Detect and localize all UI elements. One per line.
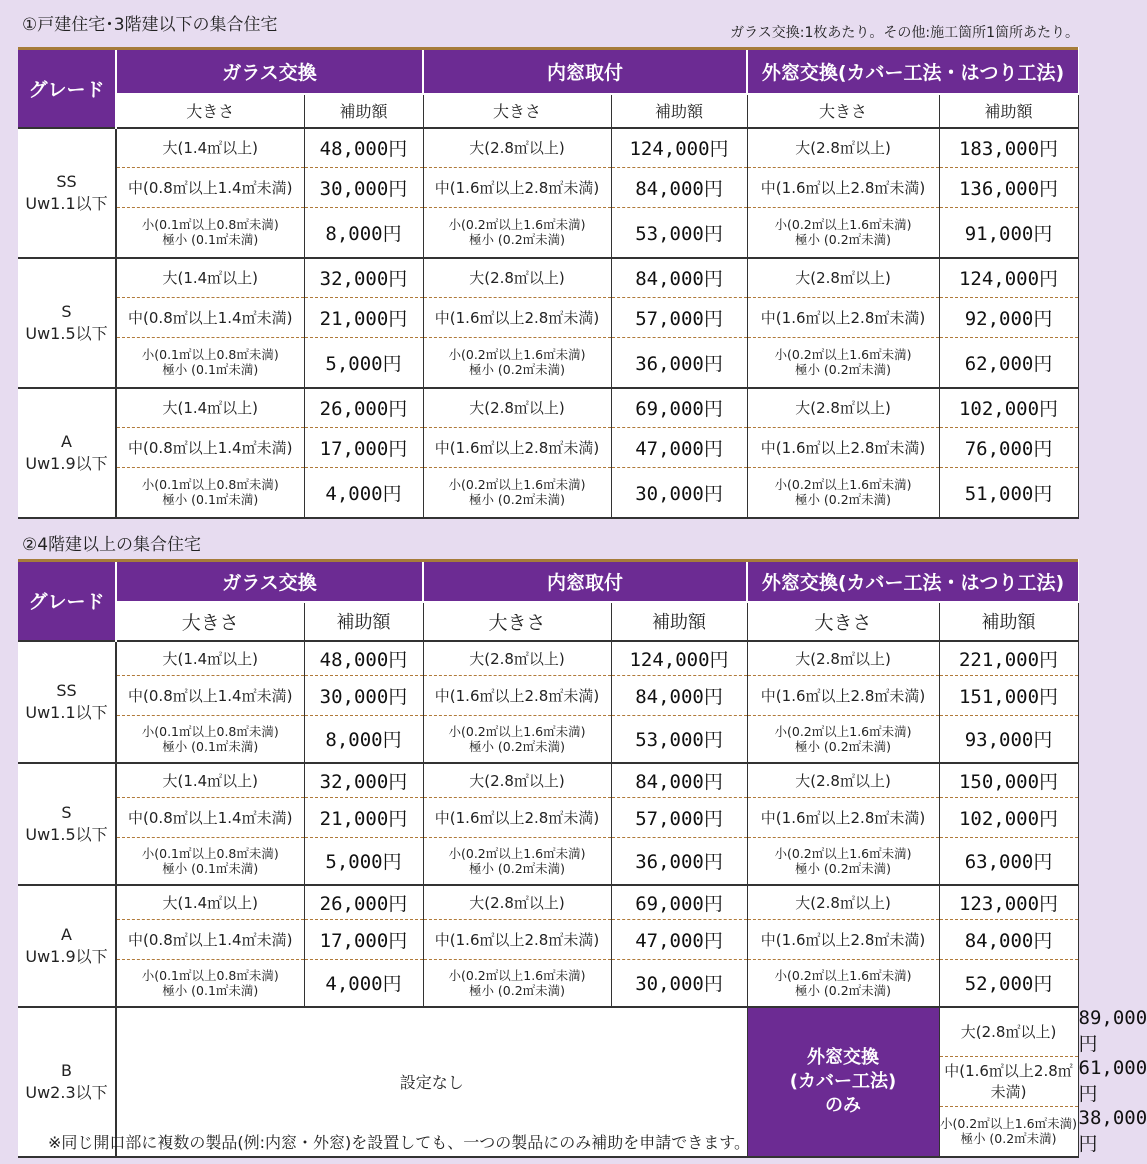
size-cell [747, 208, 939, 258]
amount-cell: 150,000円 [939, 763, 1078, 798]
grade-uw-value: Uw1.1以下 [25, 193, 108, 213]
size-cell: 大(1.4㎡以上) [116, 763, 304, 798]
amount-cell: 26,000円 [304, 885, 423, 920]
size-header: 大きさ [423, 602, 611, 641]
size-label-sub: 極小 (0.2㎡未満) [468, 982, 566, 998]
amount-cell: 4,000円 [304, 960, 423, 1007]
size-cell [939, 1106, 1078, 1157]
size-cell [423, 716, 611, 763]
amount-cell: 8,000円 [304, 208, 423, 258]
size-label: 小(0.2㎡以上1.6㎡未満) [774, 967, 912, 983]
size-cell: 中(0.8㎡以上1.4㎡未満) [116, 798, 304, 838]
section2-title: ②4階建以上の集合住宅 [22, 535, 202, 555]
size-label-sub: 極小 (0.2㎡未満) [794, 982, 892, 998]
amount-cell: 84,000円 [939, 920, 1078, 960]
size-label-sub: 極小 (0.2㎡未満) [468, 362, 566, 378]
size-cell: 大(2.8㎡以上) [747, 258, 939, 298]
size-cell: 大(1.4㎡以上) [116, 641, 304, 676]
size-label-sub: 極小 (0.2㎡未満) [794, 492, 892, 508]
amount-cell: 57,000円 [611, 298, 747, 338]
amount-cell: 53,000円 [611, 208, 747, 258]
size-cell [116, 338, 304, 388]
amount-cell: 47,000円 [611, 920, 747, 960]
grade-uw-value: Uw1.1以下 [25, 702, 108, 722]
size-label-sub: 極小 (0.1㎡未満) [162, 362, 259, 378]
glass-exchange-header: ガラス交換 [116, 561, 423, 602]
amount-cell: 32,000円 [304, 258, 423, 298]
table-row [18, 838, 1078, 885]
size-label-sub: 極小 (0.1㎡未満) [162, 738, 259, 754]
table-row [18, 641, 1078, 676]
size-cell: 中(1.6㎡以上2.8㎡未満) [747, 428, 939, 468]
size-cell: 大(2.8㎡以上) [747, 885, 939, 920]
glass-exchange-header: ガラス交換 [116, 49, 423, 94]
amount-cell: 69,000円 [611, 885, 747, 920]
size-label: 小(0.2㎡以上1.6㎡未満) [448, 217, 586, 233]
size-label: 小(0.2㎡以上1.6㎡未満) [448, 967, 586, 983]
amount-cell: 124,000円 [611, 641, 747, 676]
size-label: 小(0.2㎡以上1.6㎡未満) [774, 723, 912, 739]
subsidy-table-2 [18, 559, 1147, 1158]
size-cell [423, 960, 611, 1007]
size-cell: 大(2.8㎡以上) [747, 763, 939, 798]
amount-cell: 84,000円 [611, 676, 747, 716]
size-cell: 大(2.8㎡以上) [423, 885, 611, 920]
size-label-sub: 極小 (0.1㎡未満) [162, 860, 259, 876]
size-label: 小(0.1㎡以上0.8㎡未満) [141, 217, 279, 233]
grade-cell [18, 128, 116, 258]
amount-cell: 30,000円 [611, 468, 747, 518]
size-label-sub: 極小 (0.1㎡未満) [162, 492, 259, 508]
amount-cell: 21,000円 [304, 798, 423, 838]
amount-cell: 48,000円 [304, 641, 423, 676]
size-cell: 大(1.4㎡以上) [116, 258, 304, 298]
size-label: 小(0.2㎡以上1.6㎡未満) [774, 477, 912, 493]
table-row [18, 885, 1078, 920]
section1-title: ①戸建住宅･3階建以下の集合住宅 [22, 15, 278, 35]
grade-name: S [61, 301, 72, 321]
amount-cell: 84,000円 [611, 763, 747, 798]
size-cell: 大(2.8㎡以上) [939, 1007, 1078, 1057]
inner-window-header: 内窓取付 [423, 561, 747, 602]
amount-cell: 53,000円 [611, 716, 747, 763]
size-label-sub: 極小 (0.2㎡未満) [468, 232, 566, 248]
size-cell [423, 338, 611, 388]
size-cell: 中(1.6㎡以上2.8㎡未満) [423, 798, 611, 838]
amount-header: 補助額 [611, 94, 747, 128]
size-cell: 中(1.6㎡以上2.8㎡未満) [747, 798, 939, 838]
size-label: 小(0.2㎡以上1.6㎡未満) [774, 347, 912, 363]
size-cell [423, 468, 611, 518]
cover-label-line: 外窓交換 [807, 1046, 880, 1068]
amount-cell: 17,000円 [304, 920, 423, 960]
amount-cell: 102,000円 [939, 388, 1078, 428]
size-cell [747, 838, 939, 885]
size-cell: 大(1.4㎡以上) [116, 128, 304, 168]
amount-header: 補助額 [304, 94, 423, 128]
size-cell [747, 338, 939, 388]
table-row [18, 920, 1078, 960]
size-cell: 中(0.8㎡以上1.4㎡未満) [116, 168, 304, 208]
size-cell: 大(2.8㎡以上) [423, 763, 611, 798]
table-row [18, 798, 1078, 838]
size-cell: 中(1.6㎡以上2.8㎡未満) [747, 168, 939, 208]
size-cell [116, 960, 304, 1007]
size-cell: 中(1.6㎡以上2.8㎡未満) [423, 920, 611, 960]
size-cell [116, 208, 304, 258]
size-cell [116, 716, 304, 763]
size-label-sub: 極小 (0.1㎡未満) [162, 232, 259, 248]
size-label: 小(0.1㎡以上0.8㎡未満) [141, 477, 279, 493]
size-label-sub: 極小 (0.2㎡未満) [468, 492, 566, 508]
size-cell: 中(0.8㎡以上1.4㎡未満) [116, 920, 304, 960]
grade-uw-value: Uw1.9以下 [25, 453, 108, 473]
grade-name: A [61, 924, 72, 944]
size-label-sub: 極小 (0.2㎡未満) [468, 738, 566, 754]
size-label-sub: 極小 (0.2㎡未満) [794, 738, 892, 754]
table-row [18, 763, 1078, 798]
amount-cell: 47,000円 [611, 428, 747, 468]
amount-cell: 51,000円 [939, 468, 1078, 518]
grade-uw-value: Uw1.5以下 [25, 824, 108, 844]
amount-cell: 52,000円 [939, 960, 1078, 1007]
size-cell [747, 960, 939, 1007]
size-cell: 中(0.8㎡以上1.4㎡未満) [116, 428, 304, 468]
size-label: 小(0.2㎡以上1.6㎡未満) [448, 477, 586, 493]
size-label-sub: 極小 (0.1㎡未満) [162, 982, 259, 998]
unit-note: ガラス交換:1枚あたり。その他:施工箇所1箇所あたり。 [730, 25, 1079, 41]
size-cell [423, 838, 611, 885]
amount-cell: 124,000円 [611, 128, 747, 168]
amount-cell: 91,000円 [939, 208, 1078, 258]
amount-cell: 17,000円 [304, 428, 423, 468]
size-label-sub: 極小 (0.2㎡未満) [468, 860, 566, 876]
size-cell: 中(1.6㎡以上2.8㎡未満) [747, 298, 939, 338]
table-row [18, 388, 1078, 428]
size-header: 大きさ [423, 94, 611, 128]
amount-cell: 4,000円 [304, 468, 423, 518]
table-row [18, 676, 1078, 716]
grade-cell [18, 641, 116, 763]
amount-cell: 102,000円 [939, 798, 1078, 838]
size-label: 小(0.1㎡以上0.8㎡未満) [141, 347, 279, 363]
size-cell: 大(2.8㎡以上) [423, 641, 611, 676]
amount-cell: 5,000円 [304, 338, 423, 388]
grade-name: B [61, 1060, 72, 1080]
size-cell: 中(1.6㎡以上2.8㎡未満) [423, 428, 611, 468]
size-cell [423, 208, 611, 258]
table-row [18, 960, 1078, 1007]
amount-cell: 183,000円 [939, 128, 1078, 168]
size-cell [747, 716, 939, 763]
size-label-sub: 極小 (0.2㎡未満) [794, 860, 892, 876]
amount-cell: 69,000円 [611, 388, 747, 428]
amount-cell: 5,000円 [304, 838, 423, 885]
amount-cell: 151,000円 [939, 676, 1078, 716]
amount-cell: 76,000円 [939, 428, 1078, 468]
amount-cell: 123,000円 [939, 885, 1078, 920]
table-row [18, 258, 1078, 298]
cover-method-only-label [747, 1007, 939, 1157]
amount-header: 補助額 [611, 602, 747, 641]
table-row [18, 168, 1078, 208]
grade-name: SS [56, 680, 77, 700]
size-cell: 大(2.8㎡以上) [747, 641, 939, 676]
amount-cell: 62,000円 [939, 338, 1078, 388]
amount-header: 補助額 [939, 602, 1078, 641]
table-row: 中(1.6㎡以上2.8㎡未満) 61,000円 [18, 1056, 1078, 1106]
amount-cell: 136,000円 [939, 168, 1078, 208]
size-label: 小(0.2㎡以上1.6㎡未満) [774, 217, 912, 233]
size-cell: 中(1.6㎡以上2.8㎡未満) [939, 1056, 1078, 1106]
grade-cell [18, 763, 116, 885]
amount-cell: 30,000円 [304, 676, 423, 716]
amount-cell: 21,000円 [304, 298, 423, 338]
amount-cell: 48,000円 [304, 128, 423, 168]
footer-note: ※同じ開口部に複数の製品(例:内窓・外窓)を設置しても、一つの製品にのみ補助を申請できます。 [48, 1133, 751, 1152]
table-row: 小(0.2㎡以上1.6㎡未満) 極小 (0.2㎡未満) 38,000円 [940, 1106, 1147, 1155]
grade-header: グレード [18, 49, 116, 128]
size-header: 大きさ [116, 602, 304, 641]
size-label-sub: 極小 (0.2㎡未満) [794, 232, 892, 248]
size-cell: 大(2.8㎡以上) [747, 128, 939, 168]
size-header: 大きさ [747, 94, 939, 128]
size-label: 小(0.2㎡以上1.6㎡未満) [448, 723, 586, 739]
not-set-cell: 設定なし [116, 1007, 747, 1157]
size-cell: 中(1.6㎡以上2.8㎡未満) [423, 676, 611, 716]
table-row [18, 716, 1078, 763]
size-cell: 大(2.8㎡以上) [747, 388, 939, 428]
amount-cell: 26,000円 [304, 388, 423, 428]
size-cell: 大(2.8㎡以上) [423, 258, 611, 298]
amount-cell: 8,000円 [304, 716, 423, 763]
grade-cell [18, 258, 116, 388]
table-row [18, 428, 1078, 468]
size-label-sub: 極小 (0.2㎡未満) [794, 362, 892, 378]
size-label: 小(0.2㎡以上1.6㎡未満) [774, 845, 912, 861]
grade-uw-value: Uw2.3以下 [25, 1082, 108, 1102]
amount-cell: 57,000円 [611, 798, 747, 838]
table-row [18, 338, 1078, 388]
size-label-sub: 極小 (0.2㎡未満) [960, 1131, 1057, 1146]
table-row [18, 298, 1078, 338]
size-cell: 大(1.4㎡以上) [116, 885, 304, 920]
size-label: 小(0.1㎡以上0.8㎡未満) [141, 967, 279, 983]
amount-cell: 84,000円 [611, 168, 747, 208]
grade-uw-value: Uw1.9以下 [25, 946, 108, 966]
amount-cell: 30,000円 [611, 960, 747, 1007]
size-header: 大きさ [747, 602, 939, 641]
size-cell: 中(1.6㎡以上2.8㎡未満) [423, 298, 611, 338]
size-cell: 大(2.8㎡以上) [423, 388, 611, 428]
size-header: 大きさ [116, 94, 304, 128]
size-label: 小(0.2㎡以上1.6㎡未満) [940, 1116, 1078, 1131]
grade-name: S [61, 802, 72, 822]
amount-cell: 221,000円 [939, 641, 1078, 676]
amount-cell: 30,000円 [304, 168, 423, 208]
amount-cell: 36,000円 [611, 338, 747, 388]
grade-name: SS [56, 171, 77, 191]
size-cell [116, 838, 304, 885]
amount-cell: 36,000円 [611, 838, 747, 885]
outer-window-header: 外窓交換(カバー工法・はつり工法) [747, 561, 1078, 602]
amount-header: 補助額 [304, 602, 423, 641]
size-label: 小(0.1㎡以上0.8㎡未満) [141, 845, 279, 861]
grade-cell [18, 388, 116, 518]
size-label: 小(0.1㎡以上0.8㎡未満) [141, 723, 279, 739]
amount-cell: 93,000円 [939, 716, 1078, 763]
outer-window-header: 外窓交換(カバー工法・はつり工法) [747, 49, 1078, 94]
size-cell: 大(1.4㎡以上) [116, 388, 304, 428]
subsidy-table-1 [18, 47, 1079, 519]
amount-cell: 92,000円 [939, 298, 1078, 338]
size-cell: 中(0.8㎡以上1.4㎡未満) [116, 298, 304, 338]
size-cell: 中(1.6㎡以上2.8㎡未満) [747, 676, 939, 716]
size-cell [116, 468, 304, 518]
size-label: 小(0.2㎡以上1.6㎡未満) [448, 845, 586, 861]
cover-label-line: (カバー工法) [789, 1070, 897, 1092]
table-row [18, 128, 1078, 168]
table-row [18, 208, 1078, 258]
amount-header: 補助額 [939, 94, 1078, 128]
grade-cell [18, 885, 116, 1007]
size-cell [747, 468, 939, 518]
size-cell: 中(1.6㎡以上2.8㎡未満) [747, 920, 939, 960]
amount-cell: 32,000円 [304, 763, 423, 798]
amount-cell: 124,000円 [939, 258, 1078, 298]
inner-window-header: 内窓取付 [423, 49, 747, 94]
table-row: B Uw2.3以下 設定なし 外窓交換 (カバー工法) のみ 大(2.8㎡以上) 89,000円 [18, 1007, 1078, 1057]
cover-label-line: のみ [825, 1094, 862, 1116]
size-cell: 大(2.8㎡以上) [423, 128, 611, 168]
table-row [18, 468, 1078, 518]
amount-cell: 84,000円 [611, 258, 747, 298]
size-cell: 中(1.6㎡以上2.8㎡未満) [423, 168, 611, 208]
grade-name: A [61, 431, 72, 451]
amount-cell: 63,000円 [939, 838, 1078, 885]
size-cell: 中(0.8㎡以上1.4㎡未満) [116, 676, 304, 716]
grade-header: グレード [18, 561, 116, 641]
size-label: 小(0.2㎡以上1.6㎡未満) [448, 347, 586, 363]
grade-uw-value: Uw1.5以下 [25, 323, 108, 343]
